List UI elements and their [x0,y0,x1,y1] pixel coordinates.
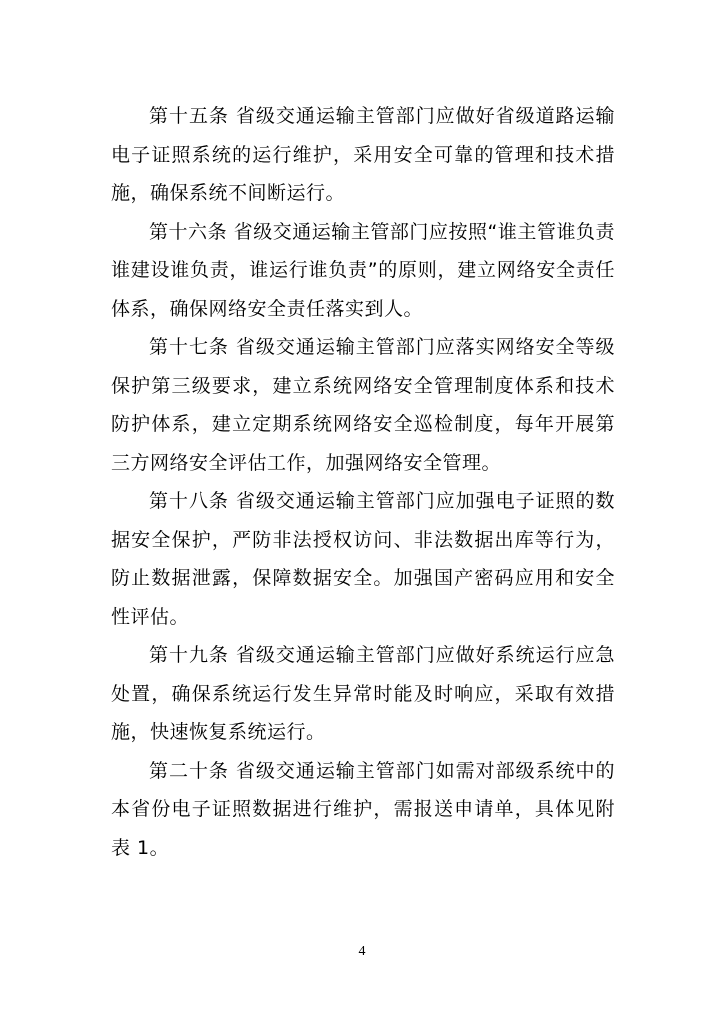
article-19-paragraph: 第十九条 省级交通运输主管部门应做好系统运行应急处置，确保系统运行发生异常时能及时响应，采取有效措施，快速恢复系统运行。 [111,644,615,743]
document-body [111,97,615,867]
page-number: 4 [358,944,366,959]
article-17-paragraph: 第十七条 省级交通运输主管部门应落实网络安全等级保护第三级要求，建立系统网络安全管理制度体系和技术防护体系，建立定期系统网络安全巡检制度，每年开展第三方网络安全评估工作，加强网络安全管理。 [111,336,615,474]
article-16-paragraph: 第十六条 省级交通运输主管部门应按照“谁主管谁负责谁建设谁负责，谁运行谁负责”的原则，建立网络安全责任体系，确保网络安全责任落实到人。 [111,220,615,320]
article-15-paragraph: 第十五条 省级交通运输主管部门应做好省级道路运输电子证照系统的运行维护，采用安全可靠的管理和技术措施，确保系统不间断运行。 [111,105,615,204]
article-20-paragraph: 第二十条 省级交通运输主管部门如需对部级系统中的本省份电子证照数据进行维护，需报送申请单，具体见附表 1。 [111,759,615,859]
article-18-paragraph: 第十八条 省级交通运输主管部门应加强电子证照的数据安全保护，严防非法授权访问、非法数据出库等行为，防止数据泄露，保障数据安全。加强国产密码应用和安全性评估。 [111,490,615,628]
